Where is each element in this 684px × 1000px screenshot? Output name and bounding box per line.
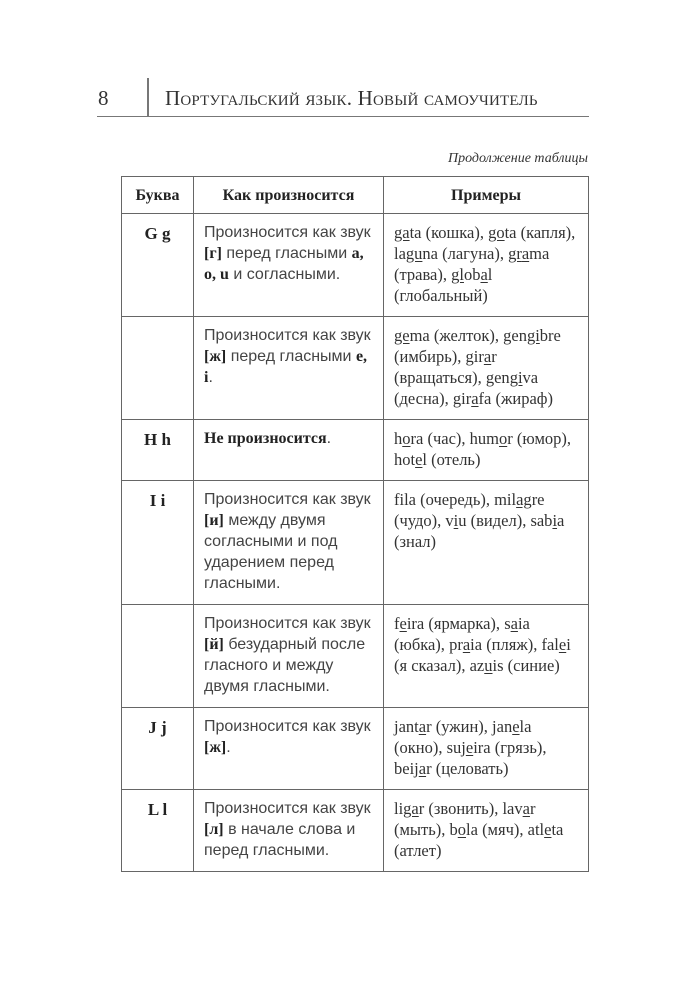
stressed-segment: o [402,429,411,448]
example-translation: (атлет) [394,841,442,860]
book-title: Португальский язык. Новый самоучитель [165,86,538,110]
example-translation: (юмор), [512,429,572,448]
stressed-segment: e [558,635,567,654]
letter-cell: I i [122,481,194,605]
word-segment: v [445,511,454,530]
example-translation: (лагуна), [438,244,509,263]
description-text: . [208,369,213,386]
example-translation: (имбирь), [394,347,466,366]
word-segment: fal [541,635,559,654]
emphasis-text: [г] [204,245,222,262]
example-translation: (капля), [516,223,576,242]
stressed-segment: a [462,635,471,654]
example-translation: (ярмарка), [424,614,505,633]
word-segment: r [426,759,432,778]
example-translation: (пляж), [482,635,542,654]
stressed-segment: go [488,223,505,242]
description-text: в начале слова и перед гласными. [204,821,356,859]
word-segment: bre [539,326,561,345]
column-header-pronunciation: Как произносится [194,177,384,214]
stressed-segment: ga [394,223,410,242]
pronunciation-cell [194,214,384,317]
emphasis-text: Не произносится [204,430,327,447]
stressed-segment: e [465,738,474,757]
example-word [394,614,424,633]
stressed-segment: gr [508,244,522,263]
example-translation: (вращаться), [394,368,486,387]
examples-cell [384,481,589,605]
example-translation: (мыть), [394,820,450,839]
stressed-segment: ag [516,490,532,509]
example-translation: (целовать) [431,759,509,778]
word-segment: ma [529,244,550,263]
example-word [508,244,549,263]
word-segment: jan [492,717,513,736]
word-segment: ra [410,429,424,448]
stressed-segment: i [552,511,558,530]
description-text: Произносится как звук [204,327,371,344]
emphasis-text: a, o, u [204,245,364,283]
word-segment: ta [504,223,517,242]
example-word [504,614,530,633]
emphasis-text: [ж] [204,348,227,365]
stressed-segment: e [415,450,423,469]
example-word [394,429,423,448]
example-translation: (видел), [466,511,531,530]
example-word [394,450,427,469]
pronunciation-cell [194,317,384,420]
description-text: Произносится как звук [204,718,371,735]
letter-cell: H h [122,420,194,481]
word-segment: atl [527,820,545,839]
stressed-segment: a [510,614,518,633]
word-segment: ira [406,614,425,633]
stressed-segment: a [522,799,530,818]
word-segment: f [394,614,400,633]
stressed-segment: a [418,759,427,778]
word-segment: hot [394,450,416,469]
word-segment: li [394,799,404,818]
examples-cell [384,214,589,317]
examples-cell [384,317,589,420]
word-segment: l [422,450,428,469]
running-head [97,80,589,117]
example-word [494,490,544,509]
examples-cell [384,708,589,790]
word-segment: r [491,347,497,366]
stressed-segment: gi [509,368,523,387]
examples-cell [384,605,589,708]
example-translation: (кошка), [421,223,489,242]
word-segment: gir [465,347,484,366]
word-segment: ia [470,635,483,654]
word-segment: i [566,635,571,654]
example-word [394,326,430,345]
table-row [122,605,589,708]
description-text: перед гласными [226,348,356,365]
stressed-segment: a [480,265,488,284]
word-segment: ta [551,820,564,839]
column-header-examples: Примеры [384,177,589,214]
table-row [122,214,589,317]
stressed-segment: o [457,820,467,839]
word-segment: ta [409,223,422,242]
example-translation: (звонить), [424,799,503,818]
stressed-segment: gu [405,244,423,263]
description-text: . [226,739,231,756]
description-text: Произносится как звук [204,491,371,508]
word-segment: sab [530,511,553,530]
example-translation: (юбка), [394,635,450,654]
example-word [528,820,564,839]
table-row [122,708,589,790]
word-segment: na [422,244,438,263]
example-word [447,738,491,757]
page-number: 8 [98,86,109,110]
word-segment: suj [446,738,466,757]
word-segment: ira [473,738,491,757]
letter-cell: L l [122,790,194,872]
example-word [503,326,561,345]
emphasis-text: [й] [204,636,224,653]
pronunciation-cell [194,605,384,708]
example-translation: (очередь), [416,490,495,509]
example-word [453,389,492,408]
word-segment: la [394,244,406,263]
word-segment: va [522,368,539,387]
column-header-letter: Буква [122,177,194,214]
table-body [122,214,589,872]
example-word [445,511,466,530]
description-text: перед гласными [221,245,352,262]
stressed-segment: gi [526,326,540,345]
letter-cell: G g [122,214,194,317]
stressed-segment: e [399,614,407,633]
word-segment: u [458,511,467,530]
stressed-segment: e [544,820,552,839]
pronunciation-cell [194,481,384,605]
description-text: Произносится как звук [204,224,371,241]
stressed-segment: o [498,429,508,448]
example-translation: (синие) [503,656,560,675]
word-segment: r [507,429,513,448]
word-segment: ob [463,265,481,284]
example-word [541,635,570,654]
emphasis-text: [ж] [204,739,227,756]
word-segment: ia [517,614,530,633]
word-segment: r [529,799,536,818]
description-text: между двумя согласными и под ударением перед гласными. [204,512,338,592]
example-word [449,635,482,654]
stressed-segment: a [483,347,492,366]
example-translation: (глобальный) [394,286,488,305]
stressed-segment: u [484,656,493,675]
example-word [470,429,513,448]
pronunciation-cell [194,790,384,872]
stressed-segment: ga [403,799,419,818]
word-segment: az [469,656,485,675]
description-text: . [326,430,332,447]
table-row [122,790,589,872]
emphasis-text: e, i [204,348,368,386]
word-segment: r [426,717,432,736]
example-word [488,223,516,242]
description-text: Произносится как звук [204,615,371,632]
word-segment: jant [394,717,419,736]
example-translation: (жираф) [491,389,553,408]
word-segment: re [531,490,545,509]
stressed-segment: a [418,717,427,736]
example-translation: (трава), [394,265,452,284]
table-continuation-caption: Продолжение таблицы [447,151,588,166]
example-word [492,717,531,736]
letter-cell [122,605,194,708]
word-segment: h [394,429,403,448]
letter-cell [122,317,194,420]
example-word [502,799,535,818]
example-word [394,490,416,509]
emphasis-text: [и] [204,512,224,529]
example-translation: (грязь), [490,738,547,757]
example-word [451,265,492,284]
example-word [394,223,422,242]
description-text: и согласными. [228,266,341,283]
word-segment: lav [502,799,523,818]
examples-cell [384,420,589,481]
word-segment: a [557,511,565,530]
table-row [122,317,589,420]
word-segment: ma [409,326,430,345]
stressed-segment: i [453,511,459,530]
example-translation: (час), [423,429,470,448]
word-segment: pr [449,635,463,654]
word-segment: la [519,717,532,736]
word-segment: s [504,614,511,633]
example-word [394,244,438,263]
example-word [486,368,538,387]
word-segment: l [487,265,493,284]
example-translation: (мяч), [477,820,528,839]
pronunciation-table [121,176,589,872]
pronunciation-cell [194,420,384,481]
description-text: Произносится как звук [204,800,371,817]
description-text: безударный после гласного и между двумя гласными. [204,636,366,695]
stressed-segment: a [521,244,530,263]
pronunciation-cell [194,708,384,790]
word-segment: gen [503,326,527,345]
word-segment: gir [452,389,472,408]
word-segment: b [449,820,458,839]
example-word [530,511,564,530]
word-segment: beij [394,759,419,778]
example-word [394,759,432,778]
table-header-row [122,177,589,214]
word-segment: gen [485,368,510,387]
header-separator [147,78,149,116]
table-row [122,481,589,605]
word-segment: is [492,656,504,675]
example-translation: (отель) [427,450,481,469]
stressed-segment: a [471,389,479,408]
example-translation: (чудо), [394,511,446,530]
word-segment: fila [394,490,416,509]
word-segment: la [466,820,478,839]
stressed-segment: ge [394,326,410,345]
word-segment: r [418,799,425,818]
letter-cell: J j [122,708,194,790]
example-word [470,656,504,675]
table-row [122,420,589,481]
examples-cell [384,790,589,872]
word-segment: mil [494,490,517,509]
emphasis-text: [л] [204,821,224,838]
example-translation: (знал) [394,532,437,551]
example-word [450,820,478,839]
example-translation: (десна), [394,389,453,408]
example-word [394,717,432,736]
example-translation: (ужин), [431,717,493,736]
example-translation: (я сказал), [394,656,470,675]
stressed-segment: gl [451,265,464,284]
stressed-segment: e [512,717,520,736]
word-segment: fa [478,389,492,408]
example-translation: (желток), [429,326,504,345]
example-word [394,799,424,818]
example-word [466,347,497,366]
example-translation: (окно), [394,738,447,757]
word-segment: hum [469,429,499,448]
